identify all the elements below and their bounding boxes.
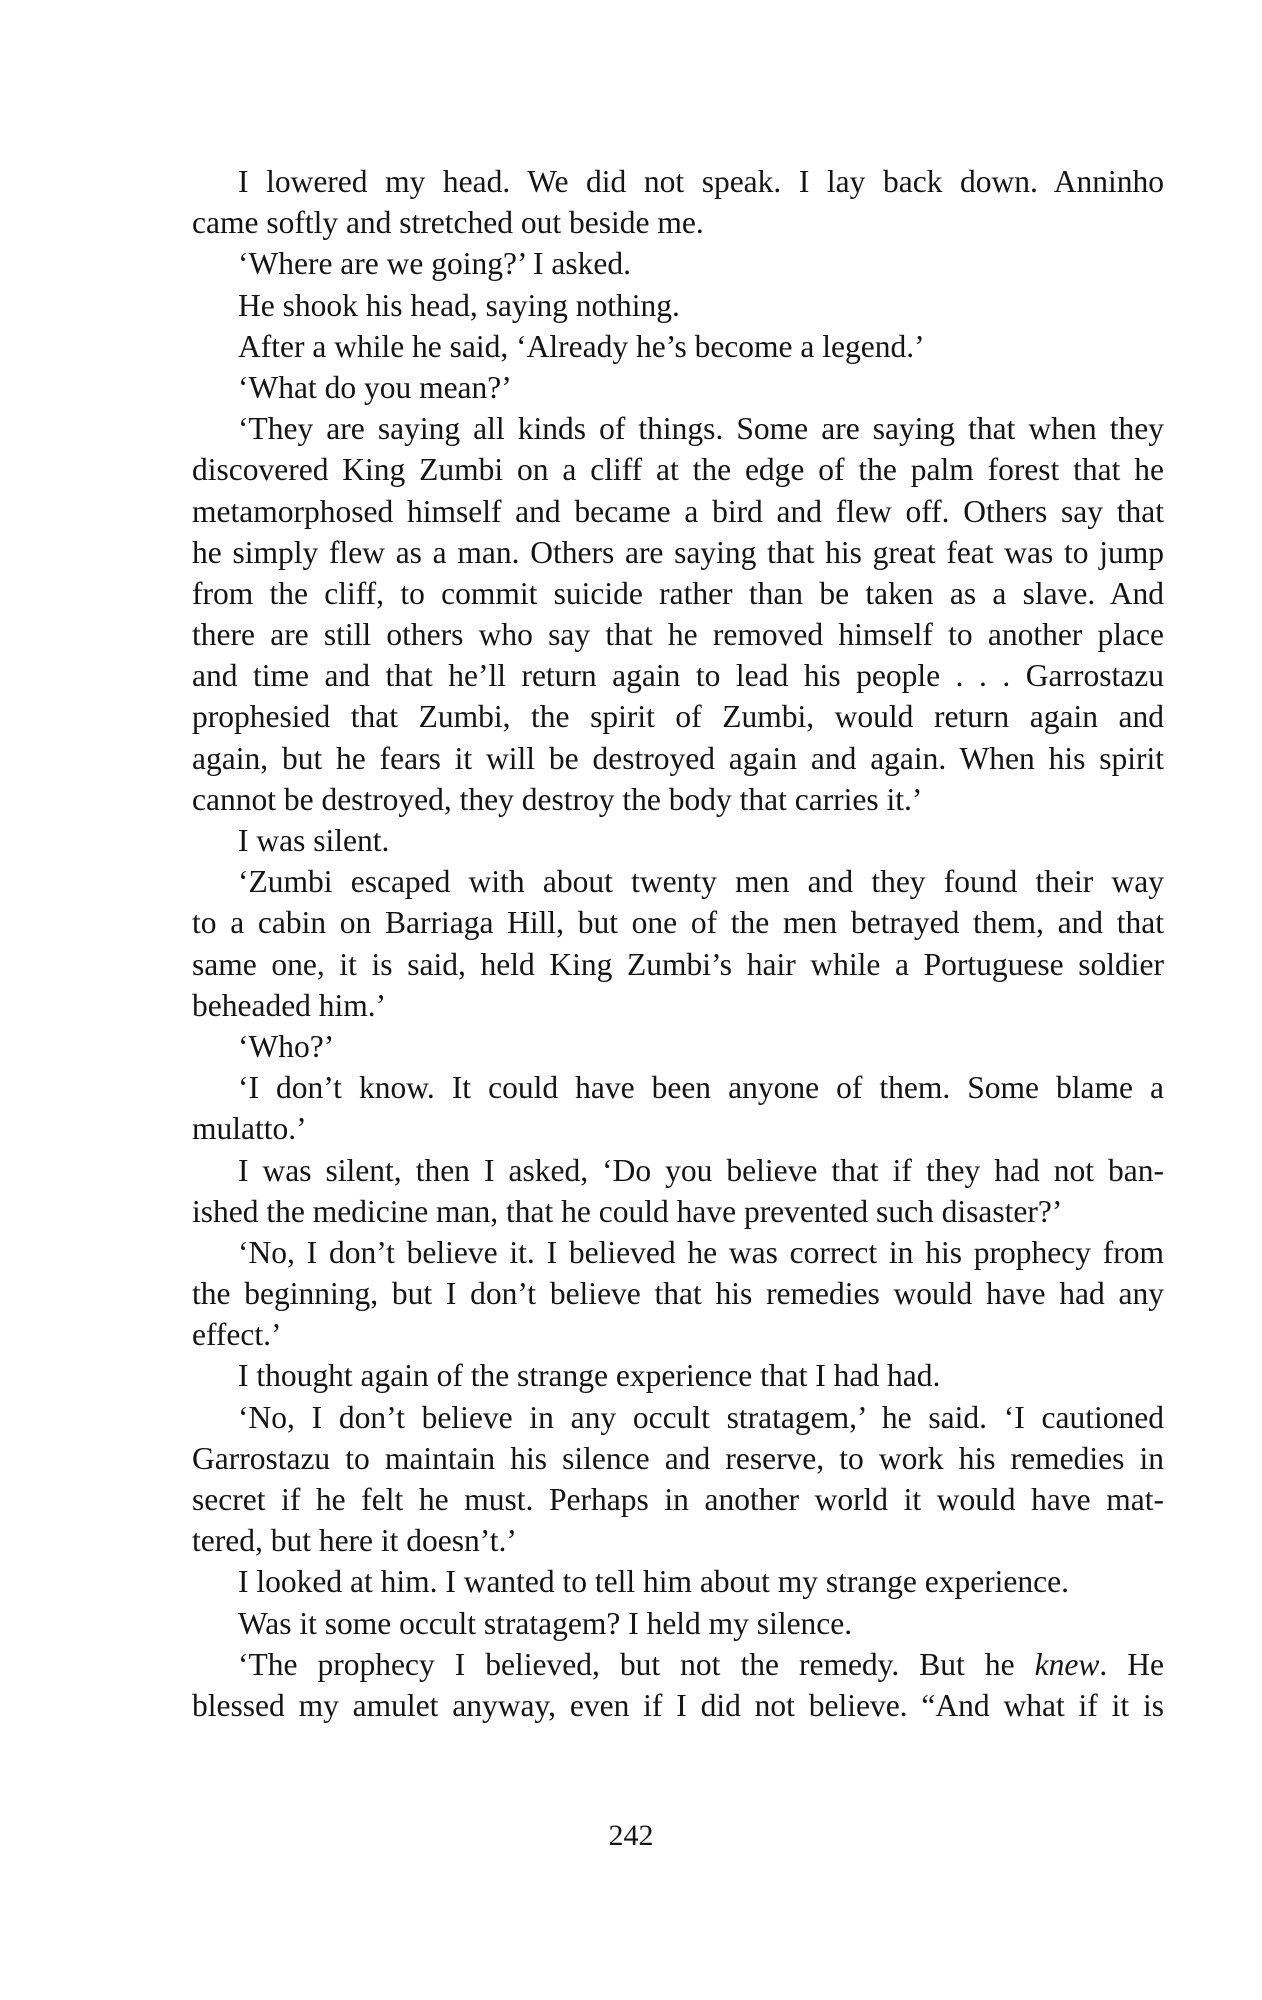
text-line: discovered King Zumbi on a cliff at the edge of the palm forest that he bbox=[192, 452, 1164, 488]
italic-word: knew bbox=[1034, 1646, 1100, 1682]
text-line: effect.’ bbox=[192, 1317, 282, 1353]
text-line: After a while he said, ‘Already he’s become a legend.’ bbox=[238, 328, 925, 364]
text-line: and time and that he’ll return again to lead his people . . . Garrostazu bbox=[192, 658, 1164, 694]
text-line: ‘Zumbi escaped with about twenty men and they found their way bbox=[238, 864, 1164, 900]
text-line: I was silent. bbox=[238, 823, 390, 858]
text-line: came softly and stretched out beside me. bbox=[192, 205, 704, 241]
text-line: ished the medicine man, that he could have prevented such disaster?’ bbox=[192, 1193, 1063, 1229]
body-text bbox=[192, 161, 1164, 1726]
text-line: to a cabin on Barriaga Hill, but one of the men betrayed them, and that bbox=[192, 905, 1164, 941]
text-line: ‘No, I don’t believe it. I believed he was correct in his prophecy from bbox=[238, 1234, 1164, 1270]
text-line: beheaded him.’ bbox=[192, 987, 387, 1023]
text-line: secret if he felt he must. Perhaps in another world it would have mat- bbox=[192, 1482, 1164, 1517]
page-number: 242 bbox=[608, 1819, 654, 1852]
text-segment: . He bbox=[1099, 1646, 1164, 1682]
text-line: from the cliff, to commit suicide rather than be taken as a slave. And bbox=[192, 575, 1164, 611]
text-line: ‘No, I don’t believe in any occult stratagem,’ he said. ‘I cautioned bbox=[238, 1399, 1164, 1435]
text-line: Garrostazu to maintain his silence and reserve, to work his remedies in bbox=[192, 1440, 1164, 1476]
text-line: there are still others who say that he removed himself to another place bbox=[192, 617, 1164, 653]
text-line: ‘Where are we going?’ I asked. bbox=[238, 246, 631, 282]
text-line-with-italic bbox=[192, 1644, 1164, 1685]
text-line: mulatto.’ bbox=[192, 1111, 307, 1147]
text-line: ‘What do you mean?’ bbox=[238, 369, 512, 405]
text-segment: ‘The prophecy I believed, but not the remedy. But he bbox=[238, 1646, 1035, 1682]
text-line: Was it some occult stratagem? I held my silence. bbox=[238, 1605, 853, 1641]
text-line: cannot be destroyed, they destroy the body that carries it.’ bbox=[192, 781, 923, 817]
text-line: prophesied that Zumbi, the spirit of Zumbi, would return again and bbox=[192, 699, 1164, 735]
text-line: same one, it is said, held King Zumbi’s hair while a Portuguese soldier bbox=[192, 946, 1164, 982]
text-line: He shook his head, saying nothing. bbox=[238, 287, 680, 323]
text-line: metamorphosed himself and became a bird and flew off. Others say that bbox=[192, 493, 1164, 529]
text-line: I was silent, then I asked, ‘Do you believe that if they had not ban- bbox=[238, 1152, 1164, 1188]
text-line: tered, but here it doesn’t.’ bbox=[192, 1523, 517, 1559]
text-line: I thought again of the strange experience that I had had. bbox=[238, 1358, 941, 1394]
text-line: again, but he fears it will be destroyed again and again. When his spirit bbox=[192, 740, 1164, 776]
text-line: I looked at him. I wanted to tell him about my strange experience. bbox=[238, 1564, 1069, 1600]
text-line: blessed my amulet anyway, even if I did not believe. “And what if it is bbox=[192, 1687, 1164, 1723]
text-line: ‘I don’t know. It could have been anyone of them. Some blame a bbox=[238, 1070, 1164, 1106]
text-line: ‘Who?’ bbox=[238, 1028, 335, 1064]
text-line: he simply flew as a man. Others are saying that his great feat was to jump bbox=[192, 534, 1164, 570]
text-line: the beginning, but I don’t believe that his remedies would have had any bbox=[192, 1276, 1164, 1312]
text-line: I lowered my head. We did not speak. I lay back down. Anninho bbox=[238, 164, 1164, 199]
text-line: ‘They are saying all kinds of things. Some are saying that when they bbox=[238, 411, 1164, 447]
